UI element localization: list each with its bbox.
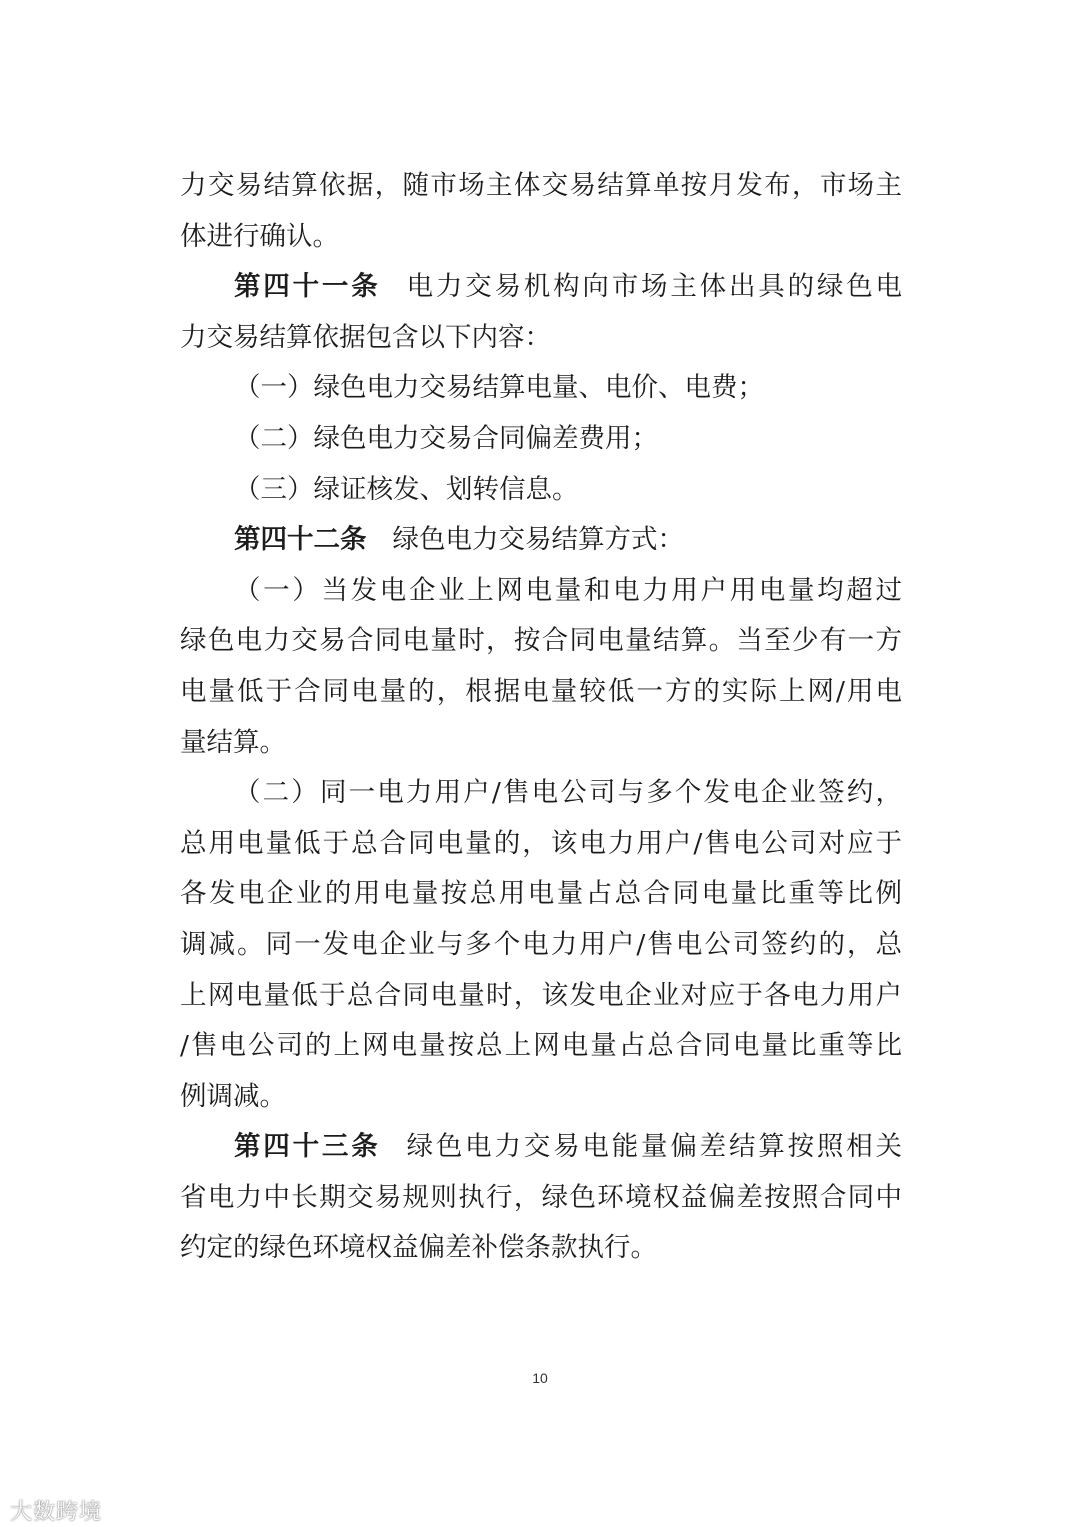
line-text: 电量低于合同电量的，根据电量较低一方的实际上网/用电 — [180, 675, 902, 707]
line-text: 约定的绿色环境权益偏差补偿条款执行。 — [180, 1232, 657, 1264]
article-heading: 第四十二条 — [234, 524, 367, 556]
text-line — [180, 262, 902, 313]
line-text: 力交易结算依据包含以下内容： — [180, 321, 551, 353]
text-line — [180, 869, 902, 920]
line-text: （一）当发电企业上网电量和电力用户用电量均超过 — [234, 574, 902, 606]
text-line — [180, 1122, 902, 1173]
line-text: 绿色电力交易电能量偏差结算按照相关 — [406, 1131, 903, 1163]
text-line — [180, 616, 902, 667]
text-line — [180, 465, 902, 516]
text-line — [180, 212, 902, 263]
line-text: 例调减。 — [180, 1080, 286, 1112]
line-text: 绿色电力交易合同电量时，按合同电量结算。当至少有一方 — [180, 625, 902, 657]
line-text: 绿色电力交易结算方式： — [392, 524, 684, 556]
page-number: 10 — [532, 1370, 548, 1386]
watermark-text: 大数跨境 — [10, 1499, 103, 1524]
text-line — [180, 1072, 902, 1123]
text-line — [180, 1021, 902, 1072]
text-line — [180, 768, 902, 819]
line-text: （三）绿证核发、划转信息。 — [234, 473, 579, 505]
line-text: 省电力中长期交易规则执行，绿色环境权益偏差按照合同中 — [180, 1181, 902, 1213]
document-body — [180, 161, 902, 1274]
text-line — [180, 1173, 902, 1224]
text-line — [180, 920, 902, 971]
text-line — [180, 1223, 902, 1274]
line-text: 各发电企业的用电量按总用电量占总合同电量比重等比例 — [180, 878, 902, 910]
line-text: 力交易结算依据，随市场主体交易结算单按月发布，市场主 — [180, 170, 902, 201]
text-line — [180, 414, 902, 465]
text-line — [180, 819, 902, 870]
line-text: /售电公司的上网电量按总上网电量占总合同电量比重等比 — [180, 1030, 902, 1062]
article-heading: 第四十三条 — [234, 1131, 381, 1163]
text-line — [180, 971, 902, 1022]
watermark-logo — [10, 1495, 102, 1526]
text-line — [180, 718, 902, 769]
line-text: 调减。同一发电企业与多个电力用户/售电公司签约的，总 — [180, 928, 902, 960]
line-text: 上网电量低于总合同电量时，该发电企业对应于各电力用户 — [180, 979, 902, 1011]
line-text: 量结算。 — [180, 726, 286, 758]
text-line — [180, 363, 902, 414]
line-text: （二）绿色电力交易合同偏差费用； — [234, 422, 658, 454]
text-line — [180, 161, 902, 212]
text-line — [180, 313, 902, 364]
line-text: （一）绿色电力交易结算电量、电价、电费； — [234, 372, 764, 404]
line-text: 电力交易机构向市场主体出具的绿色电 — [406, 271, 903, 303]
text-line — [180, 566, 902, 617]
text-line — [180, 667, 902, 718]
line-text: 总用电量低于总合同电量的，该电力用户/售电公司对应于 — [180, 827, 902, 859]
line-text: （二）同一电力用户/售电公司与多个发电企业签约， — [234, 777, 902, 809]
line-text: 体进行确认。 — [180, 220, 339, 252]
text-line — [180, 515, 902, 566]
article-heading: 第四十一条 — [234, 271, 381, 303]
